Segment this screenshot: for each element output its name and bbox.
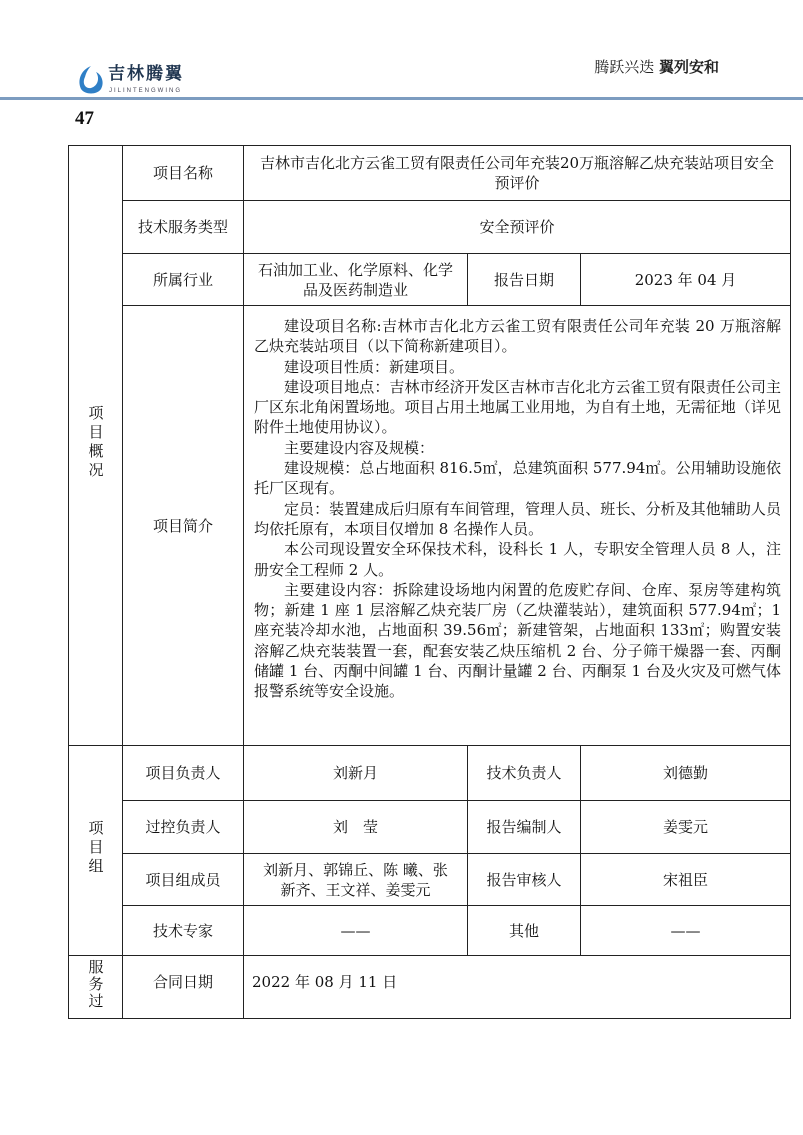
logo-cn-text: 吉林腾翼 [108,64,184,84]
report-date-value: 2023 年 04 月 [581,254,791,306]
service-section-label: 服务过 [69,956,123,1019]
team-value: 宋祖臣 [581,854,791,906]
logo-en-text: JILINTENGWING [109,88,183,94]
report-date-label: 报告日期 [468,254,581,306]
team-value: 刘 莹 [244,801,468,854]
company-logo [76,64,206,98]
slogan-part-2: 翼列安和 [658,58,719,76]
project-intro [244,306,791,746]
intro-paragraph: 建设项目性质：新建项目。 [284,357,465,376]
team-label: 技术专家 [123,906,244,956]
project-name-value: 吉林市吉化北方云雀工贸有限责任公司年充装20万瓶溶解乙炔充装站项目安全预评价 [244,146,791,201]
team-value: 刘新月、郭锦丘、陈 曦、张新齐、王文祥、姜雯元 [244,854,468,906]
team-value: 姜雯元 [581,801,791,854]
intro-label: 项目简介 [123,306,244,746]
team-value: —— [581,906,791,956]
service-type-value: 安全预评价 [244,201,791,254]
team-label: 过控负责人 [123,801,244,854]
team-label: 项目负责人 [123,746,244,801]
intro-paragraph: 本公司现设置安全环保技术科，设科长 1 人，专职安全管理人员 8 人，注册安全工程师 2 人。 [254,540,781,579]
slogan-part-1: 腾跃兴迭 [594,58,655,76]
intro-paragraph: 主要建设内容：拆除建设场地内闲置的危废贮存间、仓库、泵房等建构筑物；新建 1 座 1 层溶解乙炔充装厂房（乙炔灌装站），建筑面积 577.94㎡；1 座充装冷却水池，占地面积 39.56㎡；新建管架，占地面积 133㎡；购置安装溶解乙炔充装装置一套，配套安装乙炔压缩机 2 台、分子筛干燥器一套、丙酮储罐 1 台、丙酮中间罐 1 台、丙酮计量罐 2 台、丙酮泵 1 台及火灾及可燃气体报警系统等安全设施。 [254,580,781,701]
team-label: 其他 [468,906,581,956]
intro-paragraph: 建设规模：总占地面积 816.5㎡，总建筑面积 577.94㎡。公用辅助设施依托厂区现有。 [254,459,781,498]
team-value: 刘新月 [244,746,468,801]
industry-label: 所属行业 [123,254,244,306]
team-label: 报告审核人 [468,854,581,906]
project-info-table [68,145,791,1019]
team-value: —— [244,906,468,956]
team-label: 项目组成员 [123,854,244,906]
logo-mark-icon [76,64,106,96]
service-type-label: 技术服务类型 [123,201,244,254]
page-number: 47 [75,108,94,129]
industry-value: 石油加工业、化学原料、化学品及医药制造业 [244,254,468,306]
overview-section-label: 项目概况 [69,146,123,746]
header-rule [0,97,803,100]
team-label: 技术负责人 [468,746,581,801]
team-value: 刘德勤 [581,746,791,801]
contract-date-label: 合同日期 [123,956,244,1019]
contract-date-value: 2022 年 08 月 11 日 [244,956,791,1019]
project-name-label: 项目名称 [123,146,244,201]
intro-paragraph: 定员：装置建成后归原有车间管理，管理人员、班长、分析及其他辅助人员均依托原有，本项目仅增加 8 名操作人员。 [254,499,781,538]
intro-paragraph: 建设项目地点：吉林市经济开发区吉林市吉化北方云雀工贸有限责任公司主厂区东北角闲置场地。项目占用土地属工业用地，为自有土地，无需征地（详见附件土地使用协议）。 [254,377,781,437]
intro-paragraph: 建设项目名称:吉林市吉化北方云雀工贸有限责任公司年充装 20 万瓶溶解乙炔充装站项目（以下简称新建项目）。 [254,317,781,356]
intro-paragraph: 主要建设内容及规模： [284,438,435,457]
team-section-label: 项目组 [69,746,123,956]
header-slogan [594,57,719,77]
team-label: 报告编制人 [468,801,581,854]
